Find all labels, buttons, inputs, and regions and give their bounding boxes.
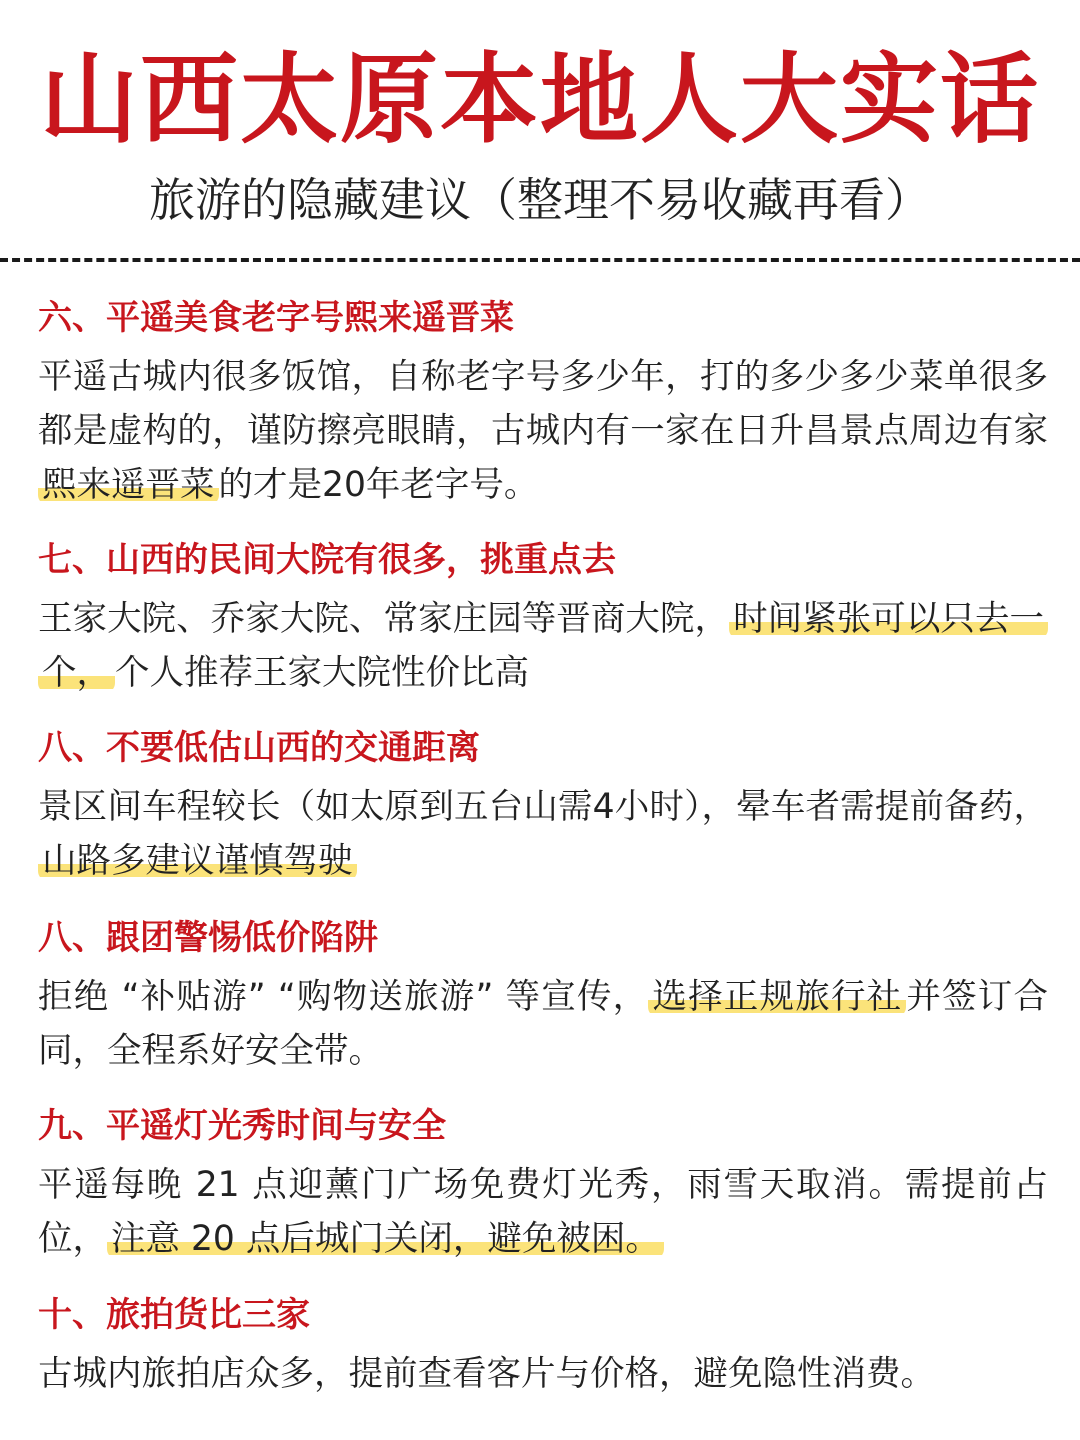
highlighted-text: 熙来遥晋菜 xyxy=(38,465,219,505)
body-text: 王家大院、乔家大院、常家庄园等晋商大院， xyxy=(38,599,730,639)
body-text: 并签订合同，全程系好安全带。 xyxy=(38,977,1049,1071)
section-body xyxy=(38,592,1048,700)
section-body xyxy=(38,1158,1048,1266)
tip-section-9 xyxy=(38,1104,1048,1266)
tip-section-7 xyxy=(38,538,1048,700)
body-text: 的才是20年老字号。 xyxy=(218,465,539,505)
dashed-divider xyxy=(0,258,1080,262)
tip-section-6 xyxy=(38,296,1048,512)
tip-section-8-tour xyxy=(38,916,1048,1078)
page-subtitle: 旅游的隐藏建议（整理不易收藏再看） xyxy=(149,173,931,227)
tip-section-10 xyxy=(38,1293,1048,1401)
body-text: 拒绝 “补贴游” “购物送旅游” 等宣传， xyxy=(38,977,649,1017)
highlighted-text: 山路多建议谨慎驾驶 xyxy=(38,841,357,881)
section-title: 八、跟团警惕低价陷阱 xyxy=(38,918,378,958)
section-title: 十、旅拍货比三家 xyxy=(38,1295,310,1335)
page-title: 山西太原本地人大实话 xyxy=(39,43,1040,157)
body-text: 平遥每晚 21 点迎薰门广场免费灯光秀，雨雪天取消。需提前占位， xyxy=(38,1165,1048,1259)
body-text: 景区间车程较长（如太原到五台山需4小时），晕车者需提前备药， xyxy=(38,787,1048,827)
section-body xyxy=(38,1347,1048,1401)
section-title: 八、不要低估山西的交通距离 xyxy=(38,728,480,768)
section-title: 九、平遥灯光秀时间与安全 xyxy=(38,1106,446,1146)
tip-section-8-distance xyxy=(38,726,1048,888)
highlighted-text: 注意 20 点后城门关闭，避免被困。 xyxy=(107,1219,664,1259)
section-title: 六、平遥美食老字号熙来遥晋菜 xyxy=(38,298,514,338)
body-text: 个人推荐王家大院性价比高 xyxy=(115,653,529,693)
body-text: 古城内旅拍店众多，提前查看客片与价格，避免隐性消费。 xyxy=(38,1354,935,1394)
section-body xyxy=(38,970,1048,1078)
body-text: 平遥古城内很多饭馆，自称老字号多少年，打的多少多少菜单很多都是虚构的，谨防擦亮眼睛，古城内有一家在日升昌景点周边有家 xyxy=(38,357,1048,451)
section-title: 七、山西的民间大院有很多，挑重点去 xyxy=(38,540,616,580)
highlighted-text: 时间紧张可以只去一个， xyxy=(38,599,1048,693)
section-body xyxy=(38,780,1048,888)
highlighted-text: 选择正规旅行社 xyxy=(648,977,906,1017)
section-body xyxy=(38,350,1048,512)
